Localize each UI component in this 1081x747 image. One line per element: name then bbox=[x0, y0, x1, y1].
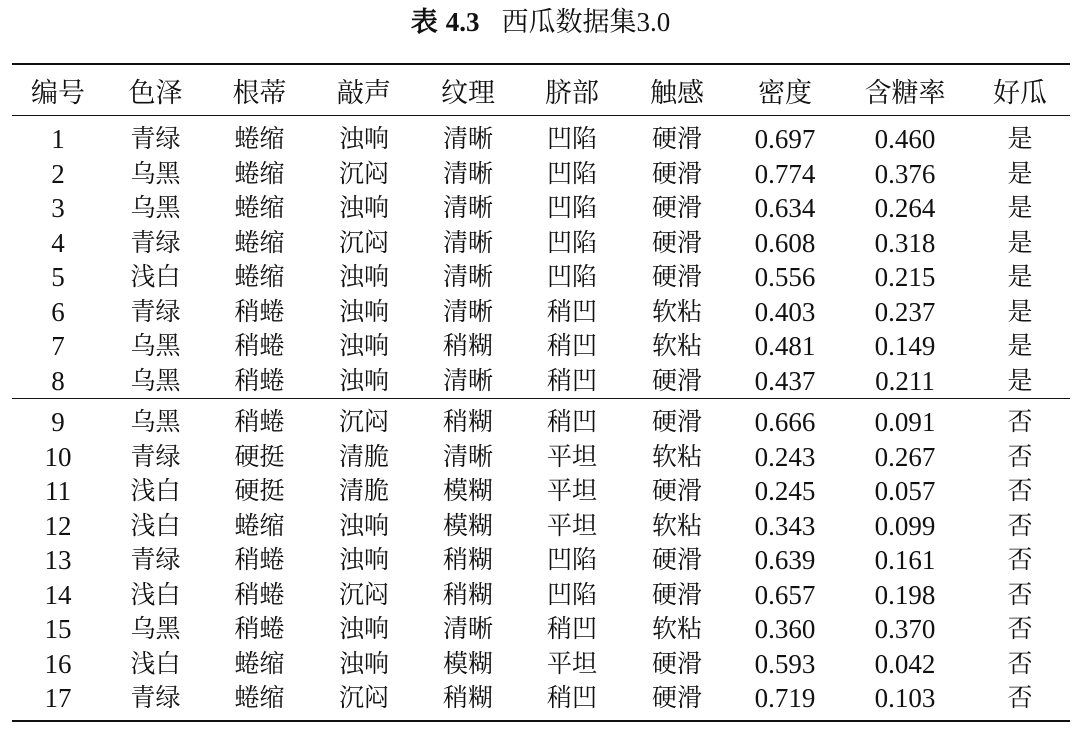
cell-good: 是 bbox=[1007, 193, 1033, 223]
cell-density: 0.360 bbox=[754, 614, 816, 645]
cell-good: 是 bbox=[1007, 124, 1033, 154]
cell-texture: 稍糊 bbox=[416, 681, 520, 721]
cell-touch: 硬滑 bbox=[624, 399, 730, 440]
cell-density: 0.608 bbox=[754, 227, 816, 258]
cell-navel: 凹陷 bbox=[546, 158, 597, 188]
cell-touch: 软粘 bbox=[651, 441, 702, 471]
cell-texture: 稍糊 bbox=[442, 331, 493, 361]
cell-root: 蜷缩 bbox=[234, 262, 285, 292]
cell-root: 蜷缩 bbox=[234, 510, 285, 540]
cell-color: 浅白 bbox=[130, 579, 181, 609]
cell-good: 否 bbox=[970, 399, 1070, 440]
cell-id: 15 bbox=[44, 614, 72, 645]
cell-density: 0.634 bbox=[754, 193, 816, 224]
cell-good: 否 bbox=[1007, 441, 1033, 471]
cell-texture: 清晰 bbox=[442, 614, 493, 644]
table-row bbox=[12, 329, 1070, 364]
cell-good: 否 bbox=[1007, 476, 1033, 506]
cell-navel: 稍凹 bbox=[520, 399, 624, 440]
header-id: 编号 bbox=[31, 77, 85, 109]
cell-sugar: 0.215 bbox=[874, 262, 936, 293]
cell-touch: 硬滑 bbox=[624, 681, 730, 721]
cell-density: 0.243 bbox=[754, 441, 816, 472]
cell-sound: 沉闷 bbox=[338, 158, 389, 188]
cell-root: 稍蜷 bbox=[234, 579, 285, 609]
cell-navel: 稍凹 bbox=[546, 296, 597, 326]
table-row bbox=[12, 191, 1070, 226]
cell-sugar: 0.376 bbox=[874, 158, 936, 189]
table-header bbox=[12, 64, 1070, 116]
cell-id: 1 bbox=[51, 124, 65, 155]
cell-touch: 硬滑 bbox=[651, 476, 702, 506]
cell-sound: 浊响 bbox=[338, 193, 389, 223]
cell-sound: 浊响 bbox=[338, 331, 389, 361]
cell-density: 0.697 bbox=[754, 124, 816, 155]
cell-root: 稍蜷 bbox=[234, 614, 285, 644]
cell-color: 乌黑 bbox=[130, 158, 181, 188]
cell-navel: 稍凹 bbox=[546, 331, 597, 361]
table-row bbox=[12, 364, 1070, 399]
cell-navel: 凹陷 bbox=[546, 227, 597, 257]
cell-root: 稍蜷 bbox=[234, 365, 285, 395]
cell-good: 是 bbox=[1007, 227, 1033, 257]
cell-density: 0.403 bbox=[754, 296, 816, 327]
cell-navel: 凹陷 bbox=[546, 193, 597, 223]
cell-sound: 浊响 bbox=[338, 545, 389, 575]
table-row bbox=[12, 578, 1070, 613]
cell-sugar: 0.460 bbox=[874, 124, 936, 155]
cell-navel: 凹陷 bbox=[546, 124, 597, 154]
cell-id: 9 bbox=[12, 399, 104, 440]
cell-good: 是 bbox=[1007, 296, 1033, 326]
cell-navel: 凹陷 bbox=[546, 262, 597, 292]
header-texture: 纹理 bbox=[441, 77, 495, 109]
cell-touch: 硬滑 bbox=[651, 158, 702, 188]
cell-id: 17 bbox=[12, 681, 104, 721]
cell-texture: 清晰 bbox=[442, 441, 493, 471]
cell-navel: 稍凹 bbox=[546, 614, 597, 644]
cell-color: 青绿 bbox=[130, 545, 181, 575]
cell-sugar: 0.149 bbox=[874, 331, 936, 362]
cell-root: 硬挺 bbox=[234, 476, 285, 506]
table-row bbox=[12, 440, 1070, 475]
cell-texture: 稍糊 bbox=[416, 399, 520, 440]
cell-color: 乌黑 bbox=[130, 614, 181, 644]
cell-texture: 稍糊 bbox=[442, 545, 493, 575]
cell-root: 稍蜷 bbox=[234, 296, 285, 326]
cell-id: 11 bbox=[45, 476, 71, 507]
cell-good: 否 bbox=[970, 681, 1070, 721]
cell-sugar: 0.267 bbox=[874, 441, 936, 472]
cell-color: 青绿 bbox=[130, 227, 181, 257]
caption-title: 西瓜数据集 bbox=[501, 7, 637, 38]
cell-touch: 硬滑 bbox=[651, 227, 702, 257]
cell-color: 青绿 bbox=[130, 441, 181, 471]
cell-touch: 软粘 bbox=[651, 331, 702, 361]
cell-texture: 模糊 bbox=[442, 510, 493, 540]
cell-density: 0.481 bbox=[754, 331, 816, 362]
cell-id: 13 bbox=[44, 545, 72, 576]
cell-density: 0.437 bbox=[754, 365, 816, 396]
table-row bbox=[12, 474, 1070, 509]
cell-sound: 浊响 bbox=[338, 614, 389, 644]
cell-texture: 稍糊 bbox=[442, 579, 493, 609]
cell-texture: 清晰 bbox=[442, 124, 493, 154]
cell-color: 乌黑 bbox=[104, 399, 207, 440]
table-row bbox=[12, 295, 1070, 330]
cell-sugar: 0.099 bbox=[874, 510, 936, 541]
cell-root: 稍蜷 bbox=[234, 331, 285, 361]
cell-color: 青绿 bbox=[104, 681, 207, 721]
table-row bbox=[12, 681, 1070, 721]
cell-density: 0.593 bbox=[754, 648, 816, 679]
table-row bbox=[12, 226, 1070, 261]
cell-sound: 沉闷 bbox=[338, 579, 389, 609]
table-row bbox=[12, 543, 1070, 578]
cell-texture: 模糊 bbox=[442, 648, 493, 678]
cell-id: 8 bbox=[51, 365, 65, 396]
cell-sound: 沉闷 bbox=[312, 681, 416, 721]
table-row bbox=[12, 612, 1070, 647]
cell-touch: 硬滑 bbox=[651, 193, 702, 223]
cell-color: 青绿 bbox=[130, 296, 181, 326]
cell-sugar: 0.161 bbox=[874, 545, 936, 576]
cell-id: 10 bbox=[44, 441, 72, 472]
cell-density: 0.639 bbox=[754, 545, 816, 576]
cell-root: 蜷缩 bbox=[207, 681, 312, 721]
cell-texture: 清晰 bbox=[442, 193, 493, 223]
cell-root: 蜷缩 bbox=[234, 193, 285, 223]
cell-touch: 硬滑 bbox=[651, 545, 702, 575]
cell-good: 是 bbox=[1007, 331, 1033, 361]
header-color: 色泽 bbox=[128, 77, 183, 109]
cell-good: 否 bbox=[1007, 648, 1033, 678]
cell-id: 2 bbox=[51, 158, 65, 189]
cell-sugar: 0.264 bbox=[874, 193, 936, 224]
cell-id: 5 bbox=[51, 262, 65, 293]
cell-navel: 平坦 bbox=[546, 510, 597, 540]
cell-id: 14 bbox=[44, 579, 72, 610]
cell-density: 0.666 bbox=[730, 399, 840, 440]
cell-color: 乌黑 bbox=[130, 331, 181, 361]
cell-touch: 软粘 bbox=[651, 510, 702, 540]
table-caption bbox=[0, 4, 1081, 41]
cell-color: 浅白 bbox=[130, 262, 181, 292]
cell-sound: 浊响 bbox=[338, 124, 389, 154]
cell-root: 蜷缩 bbox=[234, 648, 285, 678]
cell-texture: 模糊 bbox=[442, 476, 493, 506]
header-density: 密度 bbox=[758, 77, 812, 109]
cell-density: 0.657 bbox=[754, 579, 816, 610]
cell-sound: 清脆 bbox=[338, 476, 389, 506]
cell-density: 0.774 bbox=[754, 158, 816, 189]
cell-navel: 凹陷 bbox=[546, 545, 597, 575]
cell-texture: 清晰 bbox=[442, 296, 493, 326]
cell-sugar: 0.198 bbox=[874, 579, 936, 610]
cell-navel: 稍凹 bbox=[520, 681, 624, 721]
cell-sugar: 0.057 bbox=[874, 476, 936, 507]
cell-texture: 清晰 bbox=[442, 262, 493, 292]
cell-good: 否 bbox=[1007, 510, 1033, 540]
watermelon-dataset-table bbox=[12, 63, 1070, 722]
table-row bbox=[12, 509, 1070, 544]
cell-navel: 平坦 bbox=[546, 476, 597, 506]
cell-sugar: 0.103 bbox=[840, 681, 970, 721]
cell-sound: 沉闷 bbox=[338, 227, 389, 257]
cell-good: 否 bbox=[1007, 579, 1033, 609]
cell-sugar: 0.237 bbox=[874, 296, 936, 327]
cell-sound: 浊响 bbox=[338, 365, 389, 395]
header-navel: 脐部 bbox=[545, 77, 599, 109]
cell-color: 乌黑 bbox=[130, 365, 181, 395]
cell-root: 蜷缩 bbox=[234, 227, 285, 257]
cell-sound: 沉闷 bbox=[312, 399, 416, 440]
cell-texture: 清晰 bbox=[442, 365, 493, 395]
cell-good: 是 bbox=[1007, 365, 1033, 395]
cell-sound: 浊响 bbox=[338, 262, 389, 292]
table-row bbox=[12, 399, 1070, 440]
caption-number: 4.3 bbox=[445, 7, 480, 37]
cell-id: 12 bbox=[44, 510, 72, 541]
cell-id: 3 bbox=[51, 193, 65, 224]
cell-sound: 清脆 bbox=[338, 441, 389, 471]
header-root: 根蒂 bbox=[232, 77, 287, 109]
cell-touch: 硬滑 bbox=[651, 579, 702, 609]
cell-id: 7 bbox=[51, 331, 65, 362]
cell-density: 0.343 bbox=[754, 510, 816, 541]
header-touch: 触感 bbox=[650, 77, 704, 109]
cell-texture: 清晰 bbox=[442, 158, 493, 188]
cell-touch: 软粘 bbox=[651, 296, 702, 326]
cell-root: 硬挺 bbox=[234, 441, 285, 471]
cell-density: 0.556 bbox=[754, 262, 816, 293]
cell-good: 否 bbox=[1007, 545, 1033, 575]
cell-touch: 硬滑 bbox=[651, 262, 702, 292]
cell-navel: 平坦 bbox=[546, 441, 597, 471]
cell-density: 0.719 bbox=[730, 681, 840, 721]
cell-sugar: 0.091 bbox=[840, 399, 970, 440]
cell-good: 是 bbox=[1007, 158, 1033, 188]
cell-touch: 硬滑 bbox=[651, 124, 702, 154]
header-row bbox=[12, 64, 1070, 116]
cell-id: 16 bbox=[44, 648, 72, 679]
header-sugar: 含糖率 bbox=[864, 77, 946, 109]
cell-sound: 浊响 bbox=[338, 510, 389, 540]
cell-good: 是 bbox=[1007, 262, 1033, 292]
cell-color: 青绿 bbox=[130, 124, 181, 154]
cell-color: 浅白 bbox=[130, 476, 181, 506]
cell-touch: 软粘 bbox=[651, 614, 702, 644]
table-row bbox=[12, 647, 1070, 682]
cell-color: 乌黑 bbox=[130, 193, 181, 223]
table-row bbox=[12, 116, 1070, 157]
cell-navel: 稍凹 bbox=[546, 365, 597, 395]
table-body bbox=[12, 116, 1070, 721]
cell-color: 浅白 bbox=[130, 510, 181, 540]
header-good: 好瓜 bbox=[993, 77, 1047, 109]
cell-root: 蜷缩 bbox=[234, 158, 285, 188]
cell-texture: 清晰 bbox=[442, 227, 493, 257]
cell-root: 稍蜷 bbox=[207, 399, 312, 440]
table-row bbox=[12, 260, 1070, 295]
cell-navel: 平坦 bbox=[546, 648, 597, 678]
cell-sugar: 0.318 bbox=[874, 227, 936, 258]
cell-root: 蜷缩 bbox=[234, 124, 285, 154]
cell-color: 浅白 bbox=[130, 648, 181, 678]
header-sound: 敲声 bbox=[337, 77, 391, 109]
caption-title-number: 3.0 bbox=[636, 7, 671, 37]
cell-sound: 浊响 bbox=[338, 648, 389, 678]
cell-id: 4 bbox=[51, 227, 65, 258]
cell-density: 0.245 bbox=[754, 476, 816, 507]
cell-sound: 浊响 bbox=[338, 296, 389, 326]
cell-root: 稍蜷 bbox=[234, 545, 285, 575]
cell-id: 6 bbox=[51, 296, 65, 327]
table-row bbox=[12, 157, 1070, 192]
caption-label: 表 bbox=[410, 7, 438, 38]
cell-sugar: 0.370 bbox=[874, 614, 936, 645]
cell-good: 否 bbox=[1007, 614, 1033, 644]
cell-touch: 硬滑 bbox=[651, 648, 702, 678]
cell-sugar: 0.042 bbox=[874, 648, 936, 679]
cell-touch: 硬滑 bbox=[651, 365, 702, 395]
cell-sugar: 0.211 bbox=[875, 365, 935, 396]
cell-navel: 凹陷 bbox=[546, 579, 597, 609]
